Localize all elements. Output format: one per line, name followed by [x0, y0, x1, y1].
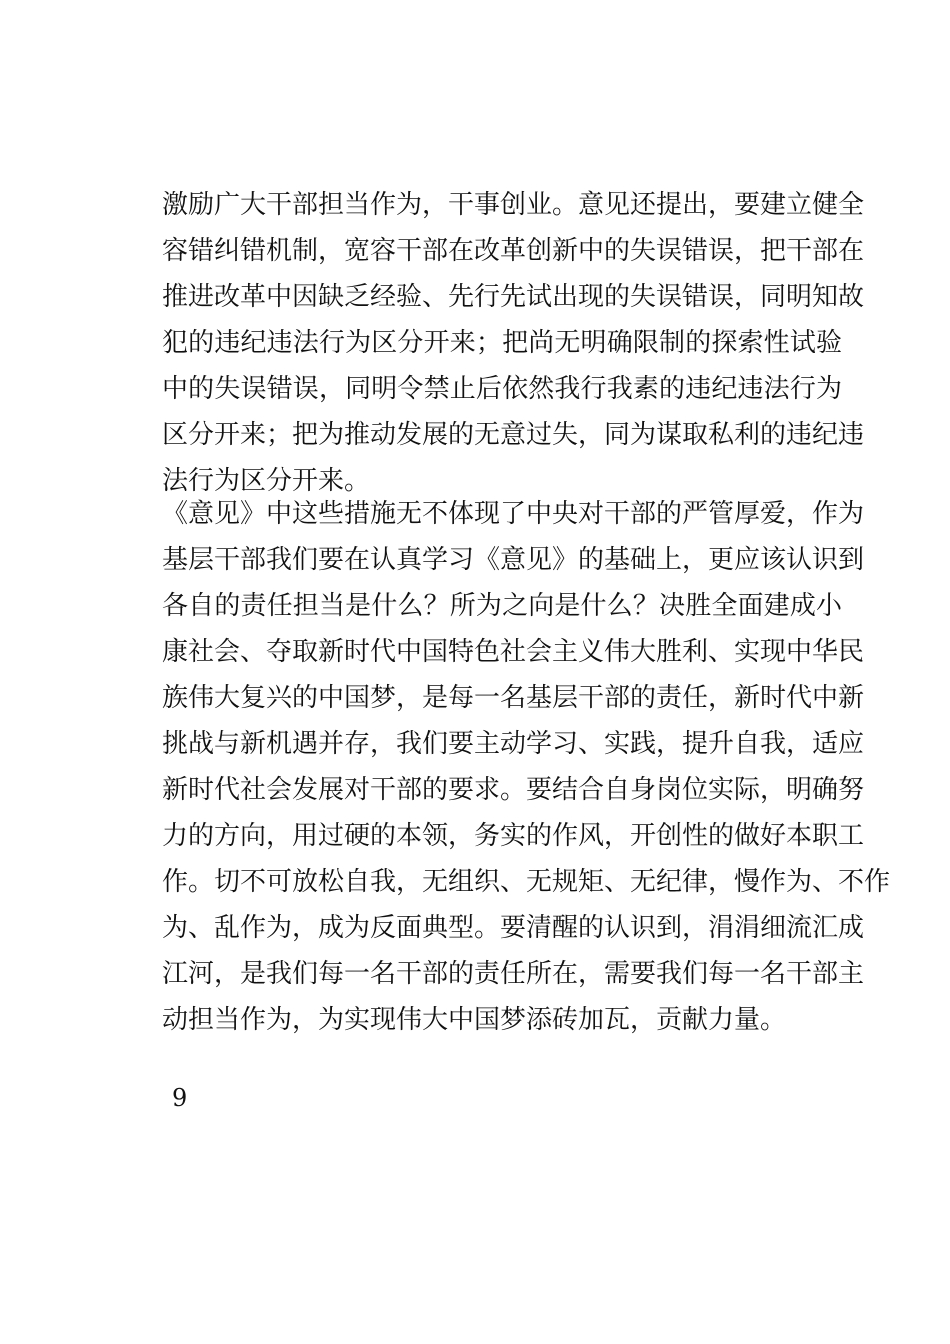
text-line: 各自的责任担当是什么？所为之向是什么？决胜全面建成小 — [162, 591, 842, 621]
text-line: 力的方向，用过硬的本领，务实的作风，开创性的做好本职工 — [162, 821, 865, 851]
text-line: 容错纠错机制，宽容干部在改革创新中的失误错误，把干部在 — [162, 236, 865, 266]
text-line: 挑战与新机遇并存，我们要主动学习、实践，提升自我，适应 — [162, 729, 865, 759]
body-paragraph-2 — [162, 491, 891, 1043]
text-line: 作。切不可放松自我，无组织、无规矩、无纪律，慢作为、不作 — [162, 867, 891, 897]
text-line: 基层干部我们要在认真学习《意见》的基础上，更应该认识到 — [162, 545, 865, 575]
text-line: 族伟大复兴的中国梦，是每一名基层干部的责任，新时代中新 — [162, 683, 865, 713]
text-line: 为、乱作为，成为反面典型。要清醒的认识到，涓涓细流汇成 — [162, 913, 865, 943]
text-line: 中的失误错误，同明令禁止后依然我行我素的违纪违法行为 — [162, 374, 842, 404]
text-line: 《意见》中这些措施无不体现了中央对干部的严管厚爱，作为 — [162, 499, 865, 529]
text-line: 犯的违纪违法行为区分开来；把尚无明确限制的探索性试验 — [162, 328, 842, 358]
text-line: 江河，是我们每一名干部的责任所在，需要我们每一名干部主 — [162, 959, 865, 989]
text-line: 法行为区分开来。 — [162, 466, 371, 496]
text-line: 康社会、夺取新时代中国特色社会主义伟大胜利、实现中华民 — [162, 637, 865, 667]
text-line: 新时代社会发展对干部的要求。要结合自身岗位实际，明确努 — [162, 775, 865, 805]
text-line: 动担当作为，为实现伟大中国梦添砖加瓦，贡献力量。 — [162, 1005, 787, 1035]
text-line: 推进改革中因缺乏经验、先行先试出现的失误错误，同明知故 — [162, 282, 865, 312]
page-number: 9 — [172, 1084, 188, 1112]
text-line: 激励广大干部担当作为，干事创业。意见还提出，要建立健全 — [162, 190, 865, 220]
text-line: 区分开来；把为推动发展的无意过失，同为谋取私利的违纪违 — [162, 420, 865, 450]
body-paragraph-1 — [162, 182, 865, 504]
